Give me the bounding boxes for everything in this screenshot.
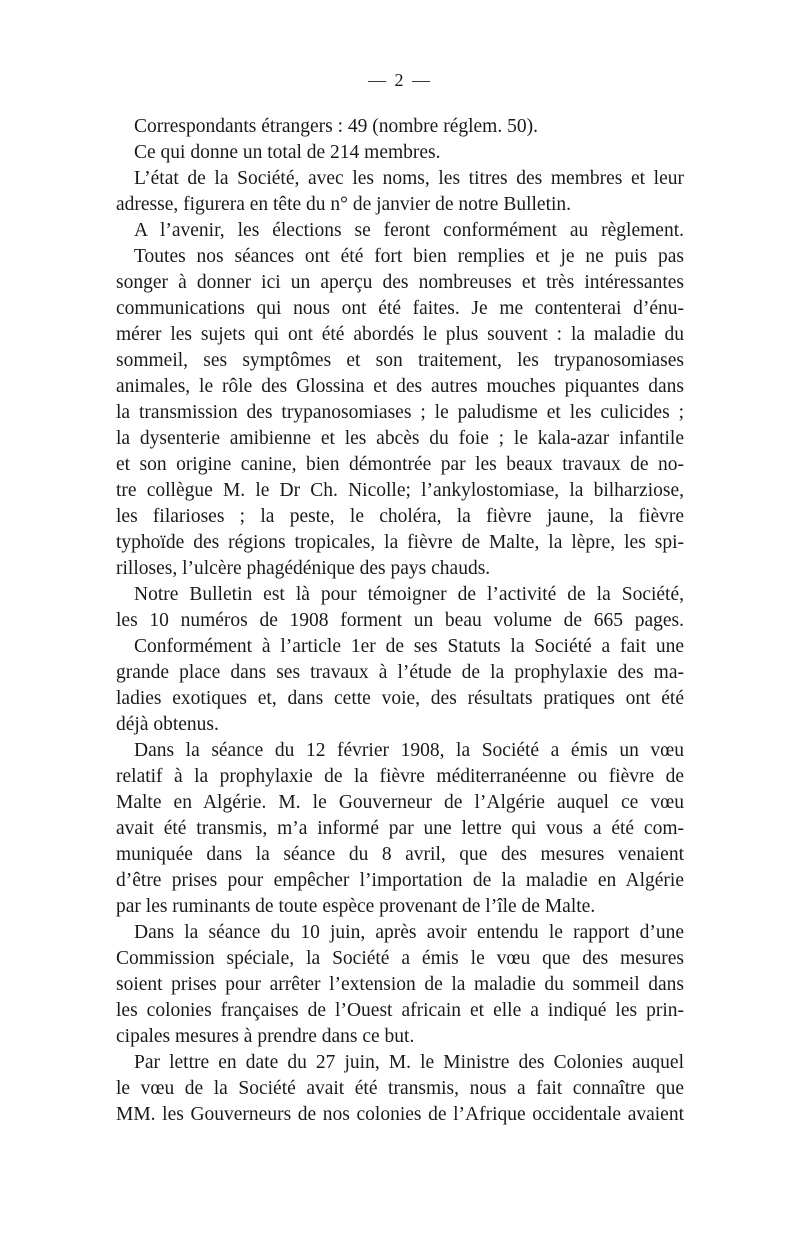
text-line: sommeil, ses symptômes et son traitement, les trypanosomiases [116, 350, 684, 371]
text-line: avait été transmis, m’a informé par une lettre qui vous a été com- [116, 818, 684, 839]
text-line: typhoïde des régions tropicales, la fièvre de Malte, la lèpre, les spi- [116, 532, 684, 553]
text-line: muniquée dans la séance du 8 avril, que des mesures venaient [116, 844, 684, 865]
text-line: grande place dans ses travaux à l’étude de la prophylaxie des ma- [116, 662, 684, 683]
text-line: mérer les sujets qui ont été abordés le plus souvent : la maladie du [116, 324, 684, 345]
text-line: ladies exotiques et, dans cette voie, des résultats pratiques ont été [116, 688, 684, 709]
text-line: cipales mesures à prendre dans ce but. [116, 1026, 415, 1047]
text-line: Dans la séance du 12 février 1908, la Société a émis un vœu [134, 740, 684, 761]
text-line: animales, le rôle des Glossina et des autres mouches piquantes dans [116, 376, 684, 397]
text-line: songer à donner ici un aperçu des nombreuses et très intéressantes [116, 272, 684, 293]
text-line: relatif à la prophylaxie de la fièvre méditerranéenne ou fièvre de [116, 766, 684, 787]
text-line: Ce qui donne un total de 214 membres. [134, 142, 441, 163]
text-line: Par lettre en date du 27 juin, M. le Ministre des Colonies auquel [134, 1052, 684, 1073]
text-line: les 10 numéros de 1908 forment un beau volume de 665 pages. [116, 610, 684, 631]
page-number: — 2 — [368, 70, 432, 90]
text-line: Notre Bulletin est là pour témoigner de l’activité de la Société, [134, 584, 684, 605]
text-line: Commission spéciale, la Société a émis le vœu que des mesures [116, 948, 684, 969]
text-line: soient prises pour arrêter l’extension de la maladie du sommeil dans [116, 974, 684, 995]
text-line: le vœu de la Société avait été transmis, nous a fait connaître que [116, 1078, 684, 1099]
text-line: tre collègue M. le Dr Ch. Nicolle; l’ankylostomiase, la bilharziose, [116, 480, 684, 501]
text-line: Dans la séance du 10 juin, après avoir entendu le rapport d’une [134, 922, 684, 943]
text-line: Toutes nos séances ont été fort bien remplies et je ne puis pas [134, 246, 684, 267]
text-line: A l’avenir, les élections se feront conformément au règlement. [134, 220, 684, 241]
text-line: Conformément à l’article 1er de ses Statuts la Société a fait une [134, 636, 684, 657]
text-line: d’être prises pour empêcher l’importation de la maladie en Algérie [116, 870, 684, 891]
text-line: rilloses, l’ulcère phagédénique des pays chauds. [116, 558, 491, 579]
text-line: les filarioses ; la peste, le choléra, la fièvre jaune, la fièvre [116, 506, 684, 527]
text-line: Malte en Algérie. M. le Gouverneur de l’Algérie auquel ce vœu [116, 792, 684, 813]
text-line: la transmission des trypanosomiases ; le paludisme et les culicides ; [116, 402, 684, 423]
text-line: communications qui nous ont été faites. Je me contenterai d’énu- [116, 298, 684, 319]
text-line: par les ruminants de toute espèce provenant de l’île de Malte. [116, 896, 596, 917]
text-line: MM. les Gouverneurs de nos colonies de l’Afrique occidentale avaient [116, 1104, 684, 1125]
text-line: L’état de la Société, avec les noms, les titres des membres et leur [134, 168, 684, 189]
text-line: les colonies françaises de l’Ouest africain et elle a indiqué les prin- [116, 1000, 684, 1021]
text-line: et son origine canine, bien démontrée par les beaux travaux de no- [116, 454, 684, 475]
text-line: déjà obtenus. [116, 714, 219, 735]
text-line: la dysenterie amibienne et les abcès du foie ; le kala-azar infantile [116, 428, 684, 449]
text-line: Correspondants étrangers : 49 (nombre réglem. 50). [134, 116, 538, 137]
text-line: adresse, figurera en tête du n° de janvier de notre Bulletin. [116, 194, 572, 215]
document-body [116, 114, 684, 1128]
